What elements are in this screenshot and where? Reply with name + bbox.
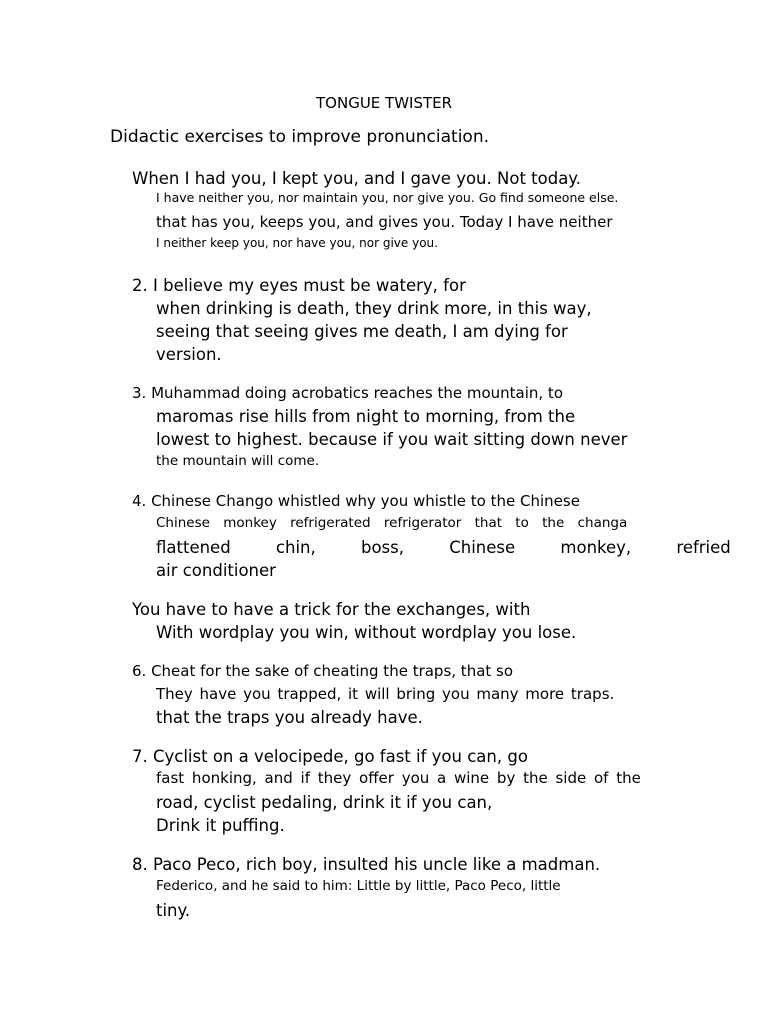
twister-line: I have neither you, nor maintain you, nor give you. Go find someone else. [156, 190, 619, 205]
twister-line: that the traps you already have. [156, 708, 423, 727]
twister-line: With wordplay you win, without wordplay you lose. [156, 623, 577, 642]
document-title: TONGUE TWISTER [316, 94, 453, 112]
twister-line: when drinking is death, they drink more, in this way, [156, 299, 592, 318]
twister-line: 2. I believe my eyes must be watery, for [132, 276, 466, 295]
twister-line: 8. Paco Peco, rich boy, insulted his uncle like a madman. [132, 855, 601, 874]
twister-line: When I had you, I kept you, and I gave you. Not today. [132, 169, 581, 188]
twister-line: version. [156, 345, 222, 364]
twister-line: Drink it puffing. [156, 816, 285, 835]
twister-line: They have you trapped, it will bring you many more traps. [156, 685, 615, 703]
twister-line: lowest to highest. because if you wait sitting down never [156, 430, 628, 449]
twister-line: Federico, and he said to him: Little by little, Paco Peco, little [156, 878, 561, 894]
twister-line: fast honking, and if they offer you a wine by the side of the [156, 769, 641, 787]
twister-line: the mountain will come. [156, 453, 320, 469]
twister-line: 6. Cheat for the sake of cheating the traps, that so [132, 662, 514, 680]
twister-line: that has you, keeps you, and gives you. Today I have neither [156, 213, 613, 231]
twister-line: maromas rise hills from night to morning, from the [156, 407, 576, 426]
twister-line [156, 324, 635, 341]
twister-line-text: seeing that seeing gives me death, I am dying for [156, 322, 568, 341]
twister-line: road, cyclist pedaling, drink it if you can, [156, 793, 493, 812]
twister-line: Chinese monkey refrigerated refrigerator that to the changa [156, 515, 628, 531]
twister-line: 3. Muhammad doing acrobatics reaches the mountain, to [132, 384, 563, 402]
twister-line: flattened chin, boss, Chinese monkey, refried [156, 538, 731, 557]
twister-line: 7. Cyclist on a velocipede, go fast if you can, go [132, 747, 528, 766]
document-subtitle: Didactic exercises to improve pronunciation. [110, 127, 489, 147]
twister-line: air conditioner [156, 561, 276, 580]
twister-line: tiny. [156, 901, 191, 920]
twister-line: 4. Chinese Chango whistled why you whistle to the Chinese [132, 492, 580, 510]
twister-line: I neither keep you, nor have you, nor give you. [156, 236, 438, 250]
twister-line: You have to have a trick for the exchanges, with [132, 600, 531, 619]
